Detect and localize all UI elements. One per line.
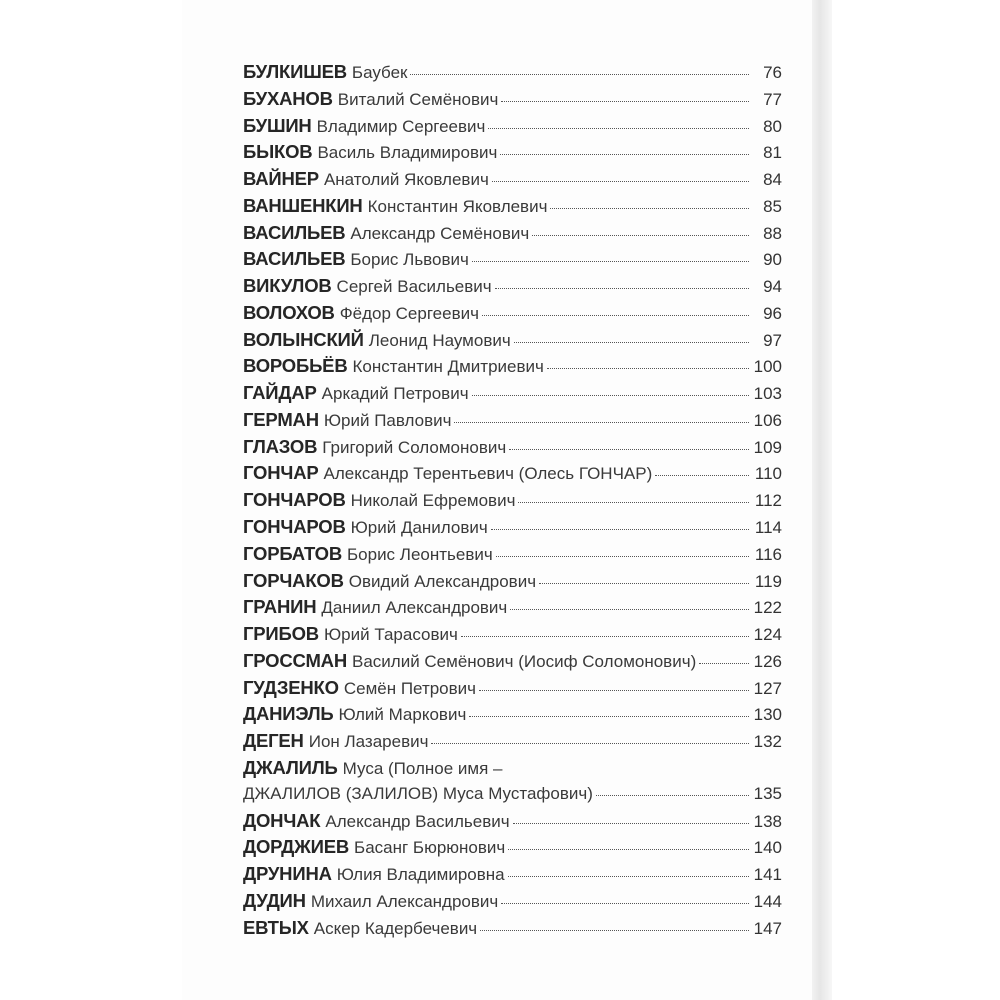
toc-entry [243, 544, 782, 564]
toc-leader-dots [510, 609, 749, 610]
toc-given-name: Сергей Васильевич [336, 277, 492, 297]
toc-page-number: 147 [753, 918, 782, 938]
toc-page-number: 144 [753, 891, 782, 911]
toc-given-name: Борис Львович [350, 250, 469, 270]
toc-entry [243, 517, 782, 537]
toc-entry-first-line [243, 758, 782, 778]
toc-page-number: 119 [754, 571, 782, 591]
toc-page-number: 114 [754, 518, 782, 538]
toc-surname: ДАНИЭЛЬ [243, 703, 334, 725]
toc-given-name: Баубек [351, 63, 408, 82]
toc-leader-dots [518, 502, 749, 503]
toc-leader-dots [461, 636, 749, 637]
toc-page-number: 97 [763, 330, 782, 350]
toc-page-number: 124 [753, 625, 782, 645]
toc-page-number: 138 [753, 811, 782, 831]
toc-entry [243, 223, 782, 243]
toc-page-number: 106 [753, 410, 782, 430]
toc-given-name: Фёдор Сергеевич [339, 303, 479, 323]
toc-leader-dots [532, 235, 749, 236]
toc-entry [243, 116, 782, 136]
toc-surname: ВАСИЛЬЕВ [243, 248, 346, 270]
toc-surname: ГРАНИН [243, 596, 317, 618]
toc-given-name: Константин Яковлевич [367, 196, 548, 216]
toc-surname: ВАЙНЕР [243, 168, 319, 190]
toc-surname: ВОЛЫНСКИЙ [243, 328, 364, 350]
toc-surname: ВОЛОХОВ [243, 301, 335, 323]
toc-surname: ГЕРМАН [243, 408, 319, 430]
toc-surname: ДОРДЖИЕВ [243, 836, 350, 858]
toc-page-number: 126 [753, 651, 782, 671]
toc-entry [243, 490, 782, 510]
toc-entry [243, 383, 782, 403]
toc-entry [243, 303, 782, 323]
toc-given-name: Семён Петрович [343, 678, 477, 698]
toc-given-name: Басанг Бюрюнович [354, 838, 506, 858]
toc-given-name: Александр Терентьевич (Олесь ГОНЧАР) [323, 464, 653, 484]
toc-given-name: Михаил Александрович [310, 891, 499, 911]
toc-leader-dots [472, 395, 749, 396]
toc-given-name: Александр Васильевич [325, 811, 510, 831]
toc-leader-dots [550, 208, 749, 209]
toc-given-name: Константин Дмитриевич [352, 357, 544, 377]
toc-given-name: Даниил Александрович [321, 598, 508, 618]
toc-entry [243, 142, 782, 162]
toc-surname: ВОРОБЬЁВ [243, 355, 348, 377]
toc-surname: ВАСИЛЬЕВ [243, 221, 346, 243]
toc-entry [243, 758, 782, 804]
toc-entry [243, 196, 782, 216]
toc-page-number: 85 [763, 196, 782, 216]
toc-entry [243, 276, 782, 296]
toc-surname: ГУДЗЕНКО [243, 676, 339, 698]
toc-given-name: Юлия Владимировна [336, 865, 505, 885]
toc-leader-dots [496, 556, 749, 557]
toc-surname: ГРОССМАН [243, 649, 347, 671]
toc-given-name: Овидий Александрович [348, 571, 537, 591]
toc-entry-second-line [243, 784, 782, 804]
toc-leader-dots [655, 475, 749, 476]
toc-page-number: 88 [763, 223, 782, 243]
toc-given-name: Николай Ефремович [350, 491, 516, 511]
toc-entry [243, 837, 782, 857]
toc-page-number: 110 [754, 464, 782, 484]
toc-given-name: Юрий Тарасович [323, 625, 458, 645]
toc-entry [243, 651, 782, 671]
toc-leader-dots [491, 529, 749, 530]
toc-page-number: 76 [763, 63, 782, 82]
toc-surname: ГОНЧАРОВ [243, 489, 346, 511]
toc-entry [243, 356, 782, 376]
toc-leader-dots [492, 181, 749, 182]
toc-leader-dots [500, 154, 749, 155]
toc-entry [243, 463, 782, 483]
toc-entry [243, 678, 782, 698]
toc-surname: БЫКОВ [243, 141, 313, 163]
toc-surname: ГРИБОВ [243, 623, 319, 645]
toc-given-name: Леонид Наумович [368, 330, 511, 350]
toc-page-number: 112 [754, 491, 782, 511]
toc-surname: БУШИН [243, 114, 312, 136]
toc-surname: ГОРБАТОВ [243, 542, 342, 564]
toc-leader-dots [509, 449, 749, 450]
toc-leader-dots [501, 101, 749, 102]
toc-given-name: Борис Леонтьевич [347, 544, 493, 564]
toc-given-name: Юрий Данилович [350, 518, 488, 538]
toc-entry [243, 571, 782, 591]
toc-entry [243, 249, 782, 269]
toc-entry [243, 704, 782, 724]
toc-given-name: Григорий Соломонович [322, 437, 507, 457]
toc-page-number: 109 [753, 437, 782, 457]
toc-surname: ВИКУЛОВ [243, 275, 332, 297]
toc-page-number: 94 [763, 277, 782, 297]
toc-page-number: 103 [753, 384, 782, 404]
toc-leader-dots [539, 583, 749, 584]
toc-given-name: Александр Семёнович [350, 223, 530, 243]
toc-page-number: 135 [753, 783, 782, 803]
toc-page-number: 141 [753, 865, 782, 885]
toc-entry [243, 169, 782, 189]
toc-page-number: 122 [753, 598, 782, 618]
toc-leader-dots [501, 903, 749, 904]
toc-leader-dots [495, 288, 749, 289]
toc-page-number: 130 [753, 705, 782, 725]
toc-given-name: Анатолий Яковлевич [323, 170, 489, 190]
toc-given-name: Муса (Полное имя – [342, 758, 503, 778]
toc-page-number: 127 [753, 678, 782, 698]
toc-entry [243, 624, 782, 644]
toc-page-number: 96 [763, 303, 782, 323]
toc-surname: БУЛКИШЕВ [243, 61, 347, 82]
toc-entry [243, 918, 782, 938]
toc-entry [243, 811, 782, 831]
toc-entry [243, 410, 782, 430]
toc-surname: ЕВТЫХ [243, 916, 309, 938]
toc-surname: ГОНЧАРОВ [243, 516, 346, 538]
toc-given-name-continued: ДЖАЛИЛОВ (ЗАЛИЛОВ) Муса Мустафович) [243, 783, 593, 803]
toc-surname: ДЖАЛИЛЬ [243, 756, 338, 778]
toc-page-number: 140 [753, 838, 782, 858]
toc-leader-dots [488, 128, 749, 129]
toc-given-name: Юлий Маркович [338, 705, 467, 725]
toc-entry [243, 597, 782, 617]
toc-given-name: Ион Лазаревич [308, 732, 429, 752]
toc-entry [243, 62, 782, 82]
toc-given-name: Аркадий Петрович [321, 384, 469, 404]
toc-given-name: Василий Семёнович (Иосиф Соломонович) [351, 651, 697, 671]
toc-leader-dots [431, 743, 749, 744]
toc-page-number: 90 [763, 250, 782, 270]
toc-surname: ДЕГЕН [243, 730, 304, 752]
toc-surname: ГОНЧАР [243, 462, 319, 484]
toc-entry [243, 891, 782, 911]
toc-leader-dots [508, 849, 749, 850]
table-of-contents [243, 62, 782, 945]
toc-leader-dots [454, 422, 749, 423]
toc-leader-dots [508, 876, 749, 877]
toc-given-name: Аскер Кадербечевич [313, 918, 478, 938]
toc-leader-dots [410, 74, 749, 75]
toc-page-number: 80 [763, 116, 782, 136]
toc-leader-dots [472, 261, 749, 262]
toc-page-number: 100 [753, 357, 782, 377]
toc-surname: ДОНЧАК [243, 809, 321, 831]
toc-given-name: Юрий Павлович [323, 410, 452, 430]
toc-leader-dots [482, 315, 749, 316]
toc-surname: ВАНШЕНКИН [243, 194, 363, 216]
page-edge-shadow [812, 0, 832, 1000]
toc-entry [243, 864, 782, 884]
toc-given-name: Василь Владимирович [317, 143, 498, 163]
toc-surname: ДУДИН [243, 889, 306, 911]
toc-surname: ДРУНИНА [243, 863, 332, 885]
toc-page-number: 116 [754, 544, 782, 564]
toc-leader-dots [513, 823, 749, 824]
toc-leader-dots [479, 690, 749, 691]
toc-surname: ГЛАЗОВ [243, 435, 318, 457]
toc-surname: ГАЙДАР [243, 382, 317, 404]
toc-leader-dots [596, 795, 749, 796]
toc-entry [243, 437, 782, 457]
toc-entry [243, 330, 782, 350]
toc-leader-dots [547, 368, 749, 369]
toc-leader-dots [699, 663, 749, 664]
toc-page-number: 81 [763, 143, 782, 163]
toc-page-number: 84 [763, 170, 782, 190]
toc-leader-dots [480, 930, 749, 931]
toc-given-name: Владимир Сергеевич [316, 116, 486, 136]
toc-page-number: 77 [763, 89, 782, 109]
toc-leader-dots [469, 716, 749, 717]
toc-entry [243, 731, 782, 751]
toc-surname: ГОРЧАКОВ [243, 569, 344, 591]
toc-page-number: 132 [753, 732, 782, 752]
toc-surname: БУХАНОВ [243, 87, 333, 109]
toc-leader-dots [514, 342, 749, 343]
toc-entry [243, 89, 782, 109]
toc-given-name: Виталий Семёнович [337, 89, 499, 109]
